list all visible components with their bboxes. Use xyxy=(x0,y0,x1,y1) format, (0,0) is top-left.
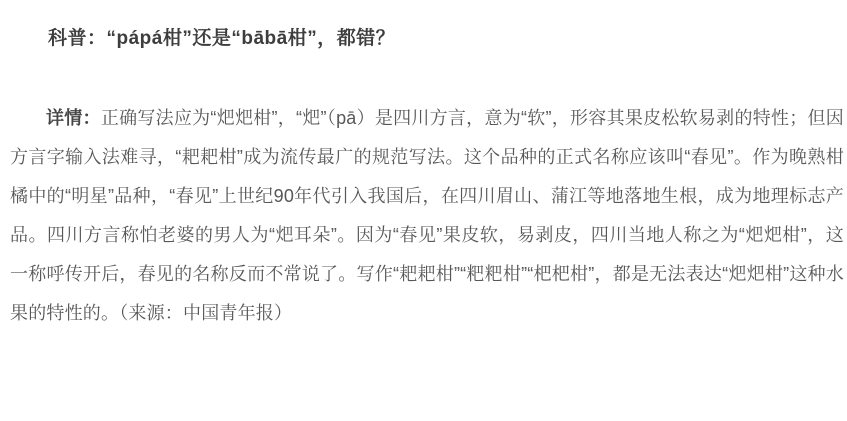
detail-text: 正确写法应为“𤆵𤆵柑”，“𤆵”（pā）是四川方言，意为“软”，形容其果皮松软易剥的特性；但因方言字输入法难寻，“耙耙柑”成为流传最广的规范写法。这个品种的正式名称应该叫“春见”。作为晚熟柑橘中的“明星”品种，“春见”上世纪90年代引入我国后，在四川眉山、蒲江等地落地生根，成为地理标志产品。四川方言称怕老婆的男人为“𤆵耳朵”。因为“春见”果皮软，易剥皮，四川当地人称之为“𤆵𤆵柑”，这一称呼传开后，春见的名称反而不常说了。写作“耙耙柑”“粑粑柑”“杷杷柑”，都是无法表达“𤆵𤆵柑”这种水果的特性的。（来源：中国青年报） xyxy=(10,108,844,323)
article-body xyxy=(10,99,844,333)
article-title: 科普：“pápá柑”还是“bābā柑”，都错？ xyxy=(48,28,396,49)
detail-label: 详情： xyxy=(46,108,101,128)
